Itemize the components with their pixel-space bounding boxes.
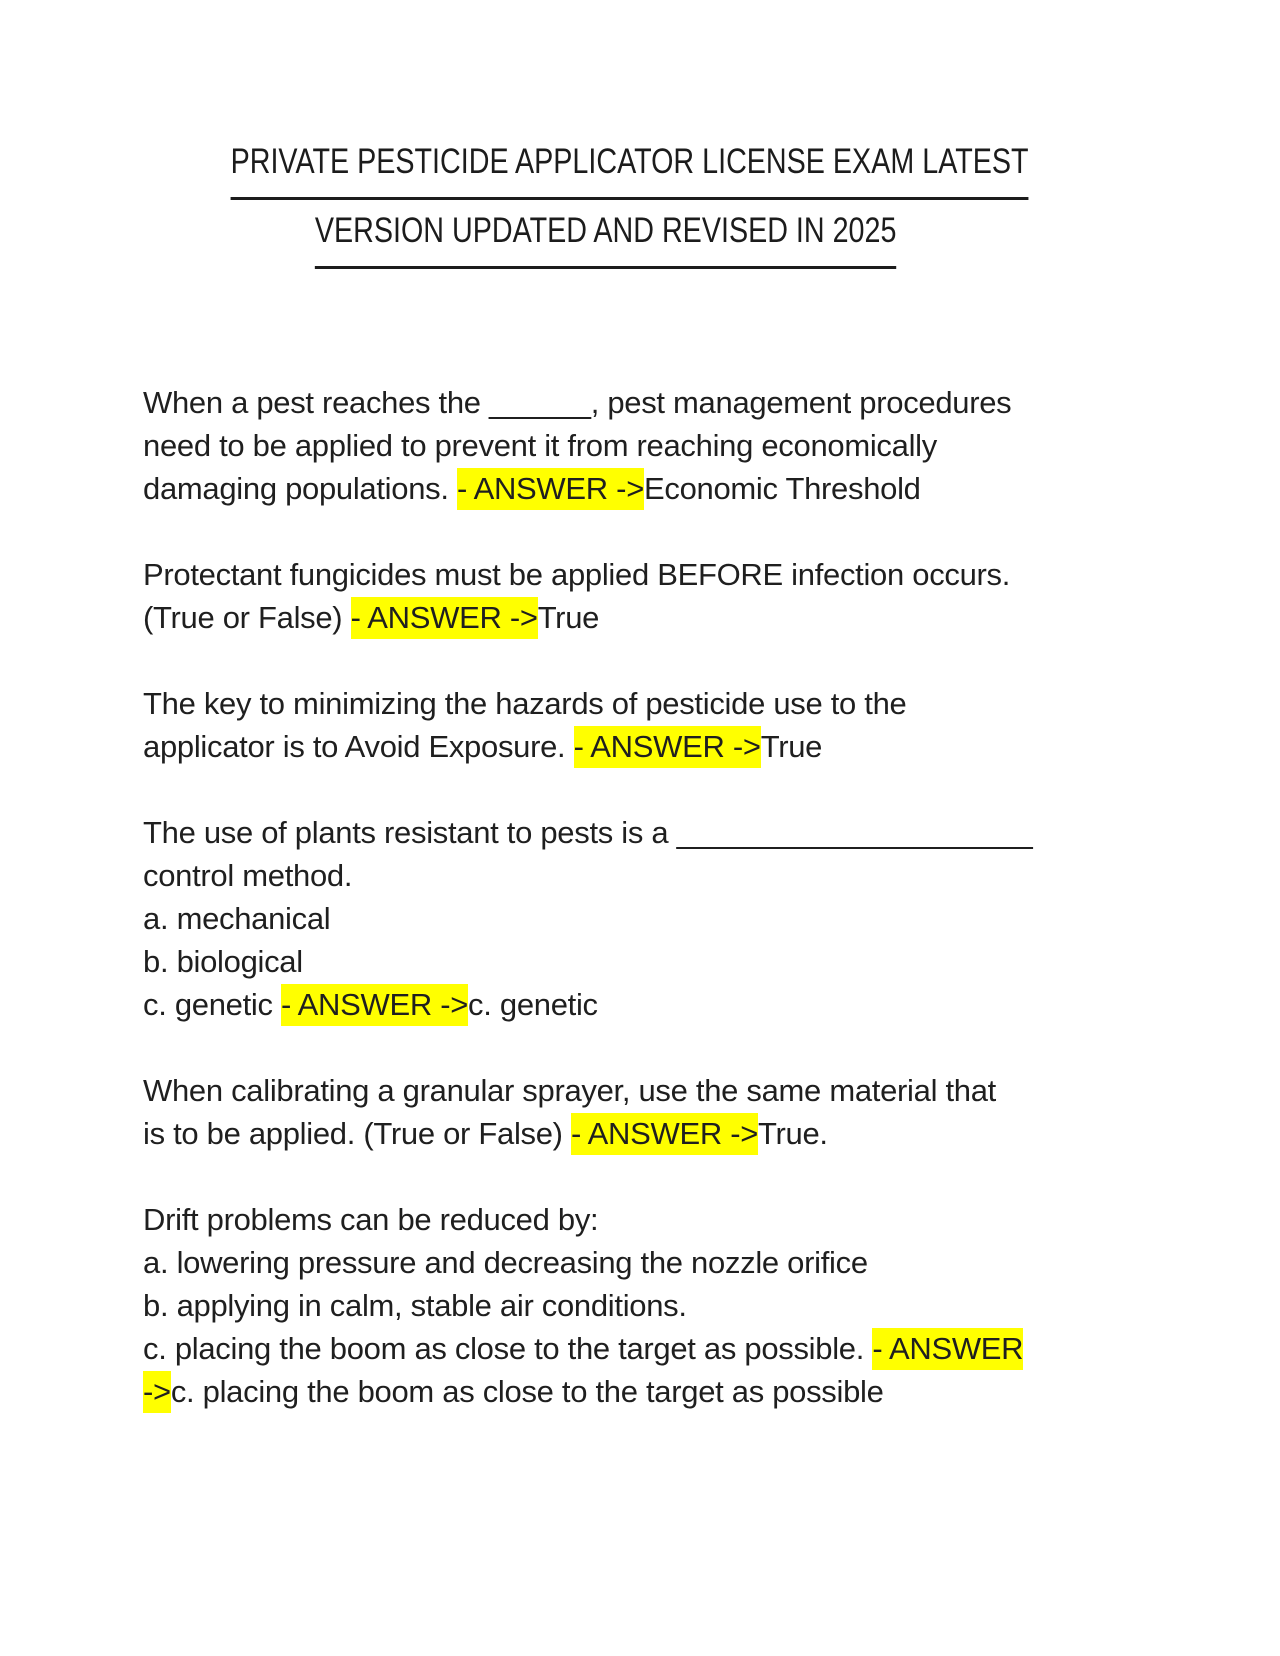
text-run: control method. [143, 858, 353, 893]
text-run: Economic Threshold [644, 471, 921, 506]
text-run: True [537, 600, 600, 635]
text-line [143, 940, 1069, 983]
text-run: c. genetic [468, 987, 598, 1022]
text-line [143, 553, 1069, 596]
text-line [143, 1327, 1069, 1370]
title-line-2: VERSION UPDATED AND REVISED IN 2025 [143, 200, 1069, 269]
text-run: The key to minimizing the hazards of pesticide use to the [143, 686, 907, 721]
text-line [143, 1284, 1069, 1327]
qa-paragraph [143, 1198, 1069, 1413]
text-run: a. lowering pressure and decreasing the nozzle orifice [143, 1245, 868, 1280]
answer-highlight: - ANSWER -> [457, 468, 644, 510]
text-line [143, 1198, 1069, 1241]
answer-highlight: - ANSWER -> [571, 1113, 758, 1155]
document-title [143, 131, 1069, 269]
text-run: b. applying in calm, stable air conditions. [143, 1288, 687, 1323]
text-run: True. [758, 1116, 828, 1151]
text-line [143, 811, 1069, 854]
document-body [143, 381, 1069, 1413]
text-run: When a pest reaches the ______, pest management procedures [143, 385, 1012, 420]
text-run: c. placing the boom as close to the target as possible. [143, 1331, 873, 1366]
text-line [143, 1241, 1069, 1284]
text-line [143, 1069, 1069, 1112]
text-run: is to be applied. (True or False) [143, 1116, 572, 1151]
answer-highlight: - ANSWER -> [574, 726, 761, 768]
text-run: (True or False) [143, 600, 351, 635]
text-run: Protectant fungicides must be applied BEFORE infection occurs. [143, 557, 1011, 592]
text-line [143, 381, 1069, 424]
qa-paragraph [143, 381, 1069, 510]
title-line-1: PRIVATE PESTICIDE APPLICATOR LICENSE EXAM LATEST [143, 131, 1069, 200]
text-run: True [760, 729, 823, 764]
answer-highlight: - ANSWER -> [281, 984, 468, 1026]
text-line [143, 424, 1069, 467]
text-line [143, 1112, 1069, 1155]
text-line [143, 467, 1069, 510]
qa-paragraph [143, 1069, 1069, 1155]
text-line [143, 854, 1069, 897]
answer-highlight: - ANSWER [872, 1328, 1023, 1370]
text-run: b. biological [143, 944, 303, 979]
qa-paragraph [143, 811, 1069, 1026]
answer-highlight: - ANSWER -> [351, 597, 538, 639]
text-line [143, 682, 1069, 725]
text-run: c. genetic [143, 987, 282, 1022]
text-line [143, 983, 1069, 1026]
text-run: The use of plants resistant to pests is a _____________________ [143, 815, 1033, 850]
qa-paragraph [143, 553, 1069, 639]
text-run: applicator is to Avoid Exposure. [143, 729, 574, 764]
text-run: Drift problems can be reduced by: [143, 1202, 599, 1237]
text-run: a. mechanical [143, 901, 331, 936]
text-line [143, 1370, 1069, 1413]
text-run: c. placing the boom as close to the target as possible [170, 1374, 884, 1409]
text-line [143, 596, 1069, 639]
qa-paragraph [143, 682, 1069, 768]
text-line [143, 725, 1069, 768]
text-run: damaging populations. [143, 471, 457, 506]
text-line [143, 897, 1069, 940]
document-content [143, 0, 1069, 1413]
text-run: When calibrating a granular sprayer, use the same material that [143, 1073, 996, 1108]
text-run: need to be applied to prevent it from reaching economically [143, 428, 937, 463]
answer-highlight: -> [143, 1371, 171, 1413]
